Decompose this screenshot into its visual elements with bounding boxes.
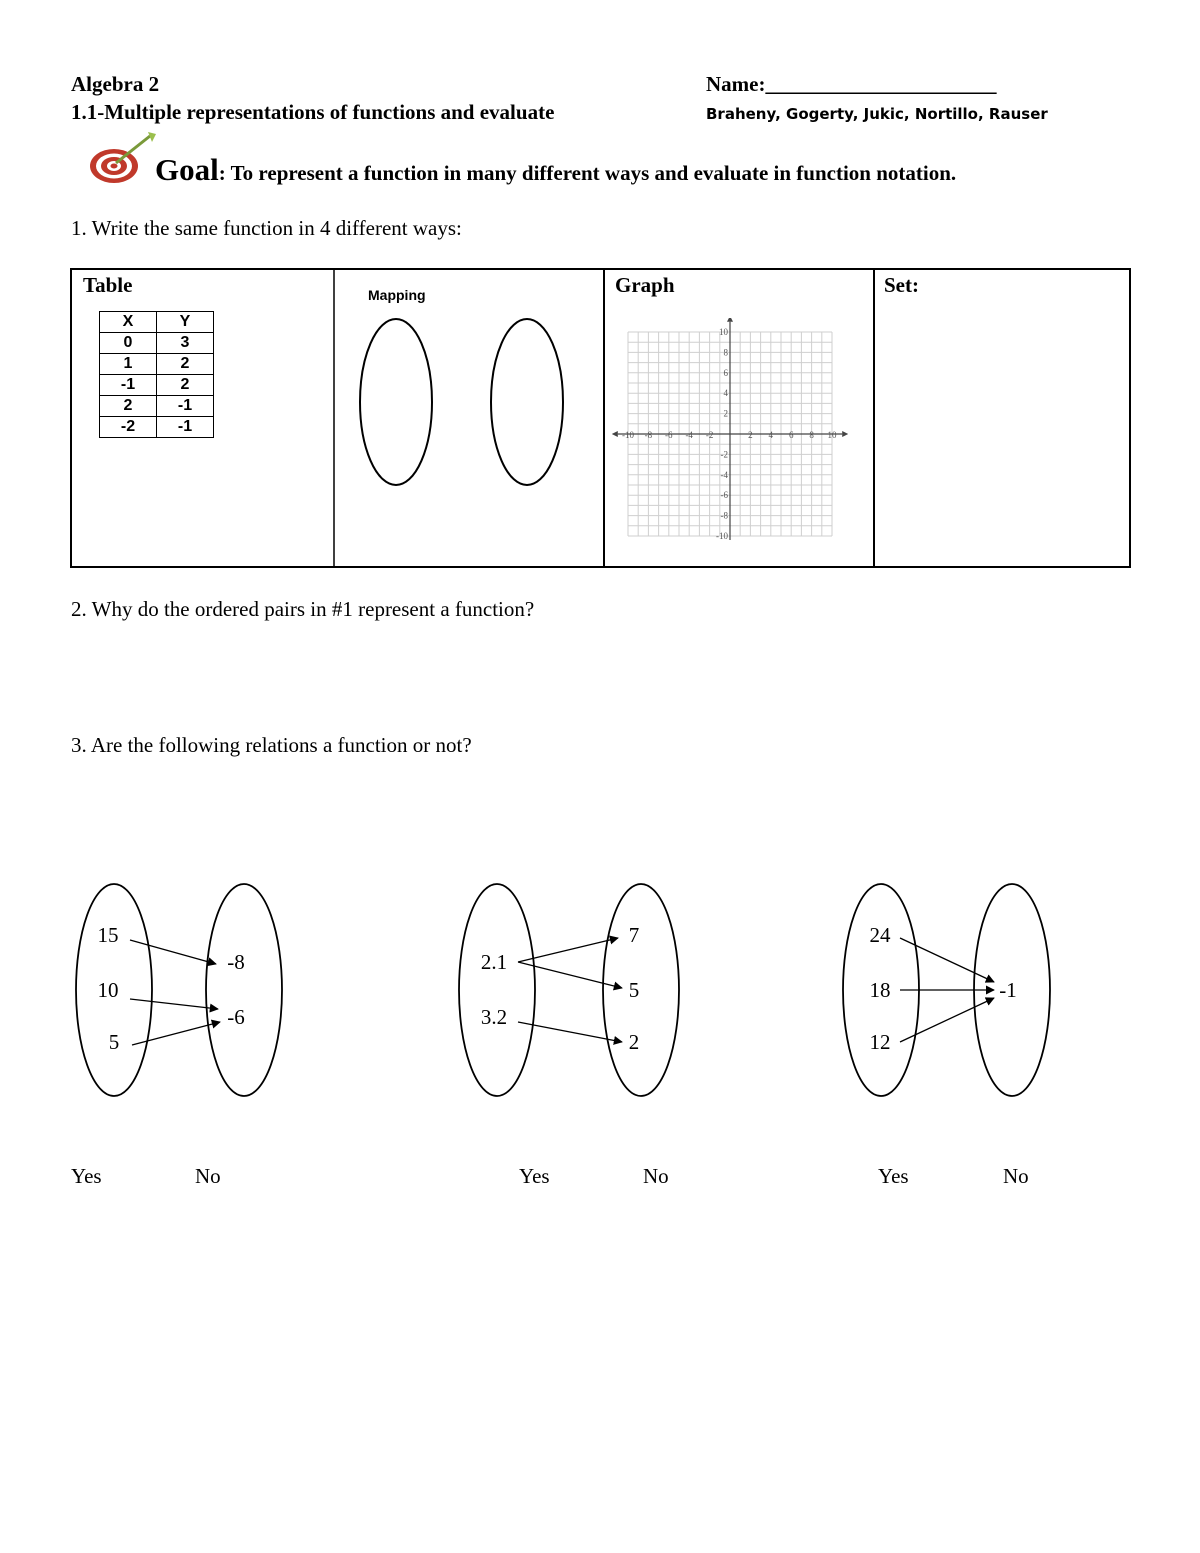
mapping-arrow xyxy=(900,998,994,1042)
x-tick-label: -4 xyxy=(685,430,693,440)
domain-value: 3.2 xyxy=(480,1005,508,1029)
range-oval xyxy=(603,884,679,1096)
mapping-arrow xyxy=(518,962,622,988)
range-oval xyxy=(206,884,282,1096)
y-tick-label: -4 xyxy=(720,469,728,480)
relation-1 xyxy=(76,884,282,1096)
x-tick-label: -6 xyxy=(665,430,673,440)
mapping-arrow xyxy=(900,938,994,982)
question-3-prompt: 3. Are the following relations a function or not? xyxy=(71,733,472,757)
domain-value: 24 xyxy=(869,923,891,947)
target-icon xyxy=(88,130,158,186)
table-cell: 3 xyxy=(157,333,214,354)
lesson-title: 1.1-Multiple representations of functions and evaluate xyxy=(71,100,555,124)
question-2-prompt: 2. Why do the ordered pairs in #1 represent a function? xyxy=(71,597,535,621)
table-cell: 0 xyxy=(100,333,157,354)
y-tick-label: -10 xyxy=(716,531,728,540)
set-cell-title: Set: xyxy=(884,273,919,297)
x-tick-label: -10 xyxy=(622,430,634,440)
authors: Braheny, Gogerty, Jukic, Nortillo, Rauser xyxy=(706,105,1048,123)
relation-3 xyxy=(843,884,1050,1096)
y-tick-label: 2 xyxy=(723,408,728,419)
table-row xyxy=(100,375,214,396)
y-tick-label: 4 xyxy=(723,388,728,399)
y-tick-label: -6 xyxy=(720,490,728,501)
range-value: -6 xyxy=(227,1005,245,1029)
x-tick-label: -2 xyxy=(705,430,714,440)
mapping-arrow xyxy=(130,940,216,964)
x-tick-label: 10 xyxy=(827,430,837,440)
range-value: 5 xyxy=(628,978,640,1002)
axis-arrow-up xyxy=(727,318,733,322)
relation-2 xyxy=(459,884,679,1096)
y-tick-label: -2 xyxy=(720,449,728,460)
table-row xyxy=(100,417,214,438)
coordinate-grid xyxy=(612,318,848,540)
relation-2-no[interactable]: No xyxy=(643,1164,669,1188)
range-value: 7 xyxy=(628,923,640,947)
table-cell: 2 xyxy=(157,354,214,375)
table-cell: 2 xyxy=(100,396,157,417)
relation-2-yes[interactable]: Yes xyxy=(519,1164,550,1188)
x-tick-label: 8 xyxy=(809,430,814,440)
course-title: Algebra 2 xyxy=(71,72,160,96)
domain-value: 10 xyxy=(97,978,119,1002)
x-tick-label: 6 xyxy=(788,430,794,440)
table-cell-title: Table xyxy=(83,273,133,297)
x-tick-label: 4 xyxy=(768,430,774,440)
table-cell: -1 xyxy=(157,417,214,438)
graph-cell-title: Graph xyxy=(615,273,675,297)
table-row xyxy=(100,354,214,375)
name-field[interactable]: Name:______________________ xyxy=(706,72,997,96)
relation-3-yes[interactable]: Yes xyxy=(878,1164,909,1188)
range-value: -8 xyxy=(227,950,245,974)
mapping-diagram-blank xyxy=(350,312,580,492)
table-header-x: X xyxy=(100,312,157,333)
mapping-cell-title: Mapping xyxy=(368,287,426,303)
domain-value: 15 xyxy=(97,923,119,947)
range-value: 2 xyxy=(628,1030,640,1054)
table-header-row xyxy=(100,312,214,333)
mapping-arrow xyxy=(132,1022,220,1045)
mapping-domain-oval xyxy=(360,319,432,485)
y-tick-label: -8 xyxy=(720,510,728,521)
axis-arrow-left xyxy=(612,431,618,437)
y-tick-label: 8 xyxy=(723,347,728,358)
table-row xyxy=(100,333,214,354)
relation-3-no[interactable]: No xyxy=(1003,1164,1029,1188)
relation-1-no[interactable]: No xyxy=(195,1164,221,1188)
table-cell: -1 xyxy=(100,375,157,396)
representations-grid xyxy=(70,268,1132,570)
axis-arrow-right xyxy=(842,431,848,437)
mapping-arrow xyxy=(130,999,218,1009)
x-tick-label: 2 xyxy=(748,430,753,440)
table-header-y: Y xyxy=(157,312,214,333)
domain-value: 12 xyxy=(869,1030,891,1054)
question-1-prompt: 1. Write the same function in 4 different ways: xyxy=(71,216,462,240)
table-cell: 2 xyxy=(157,375,214,396)
xy-table xyxy=(99,311,214,438)
relations-diagrams xyxy=(0,870,1200,1110)
table-cell: -2 xyxy=(100,417,157,438)
y-tick-label: 6 xyxy=(723,367,728,378)
goal-statement xyxy=(155,152,956,188)
goal-text: : To represent a function in many different ways and evaluate in function notation. xyxy=(218,161,957,185)
domain-value: 2.1 xyxy=(480,950,508,974)
goal-label: Goal xyxy=(155,152,219,187)
x-tick-label: -8 xyxy=(644,430,653,440)
table-cell: 1 xyxy=(100,354,157,375)
range-value: -1 xyxy=(999,978,1017,1002)
domain-value: 5 xyxy=(108,1030,120,1054)
mapping-range-oval xyxy=(491,319,563,485)
domain-value: 18 xyxy=(869,978,891,1002)
relation-1-yes[interactable]: Yes xyxy=(71,1164,102,1188)
y-tick-label: 10 xyxy=(719,327,728,337)
table-row xyxy=(100,396,214,417)
table-cell: -1 xyxy=(157,396,214,417)
domain-oval xyxy=(459,884,535,1096)
